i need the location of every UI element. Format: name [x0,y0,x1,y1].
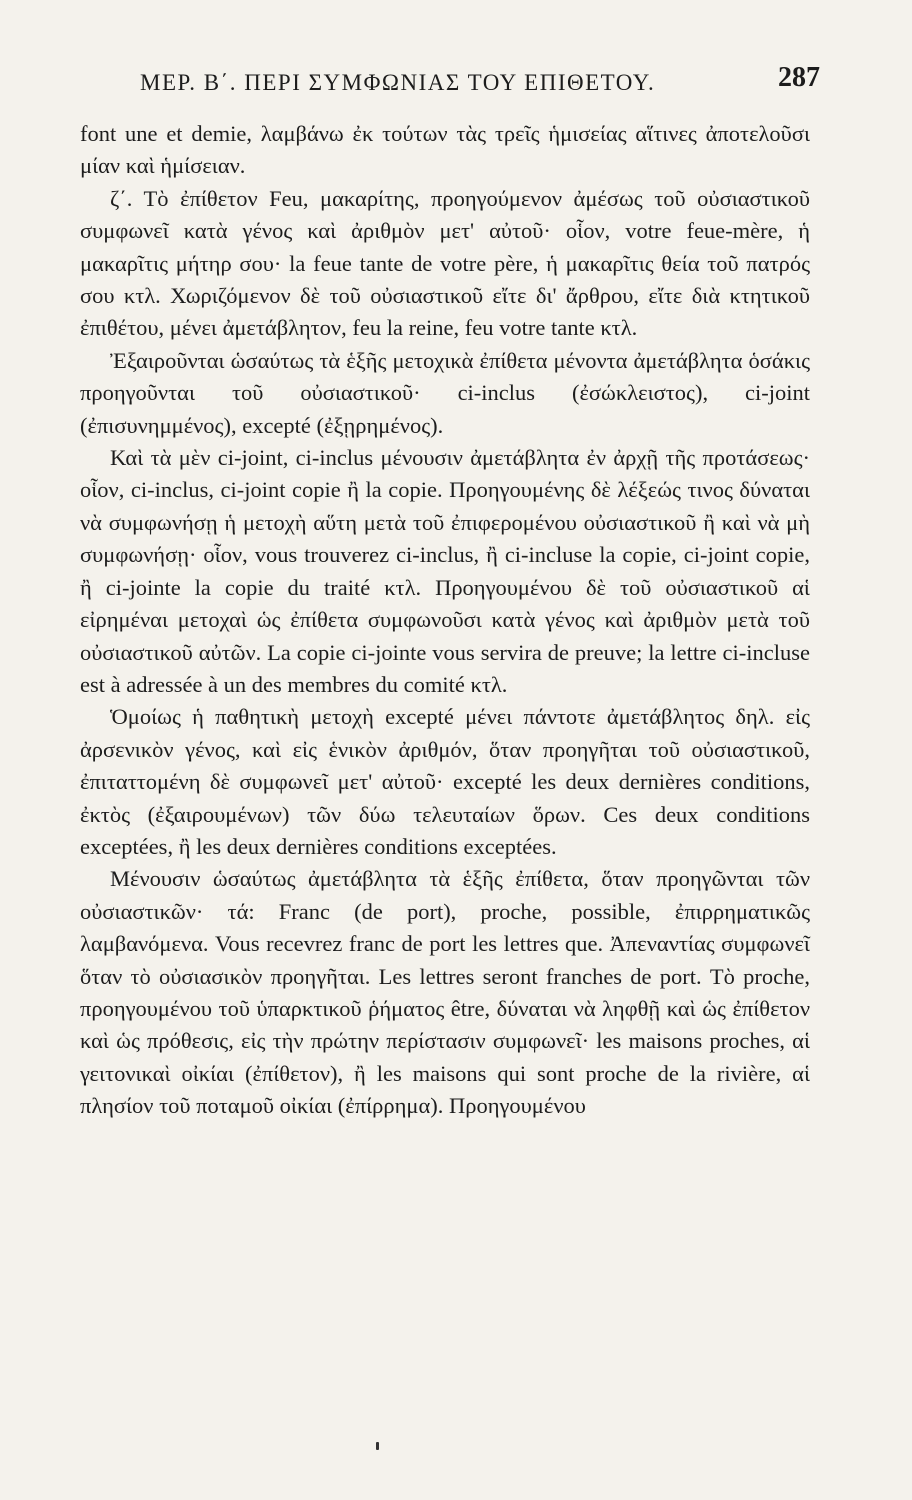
paragraph-excepte: Ὁμοίως ἡ παθητικὴ μετοχὴ excepté μένει πάντοτε ἀμετάβλητος δηλ. εἰς ἀρσενικὸν γένος, καὶ εἰς ἑνικὸν ἀριθμόν, ὅταν προηγῆται τοῦ οὐσιαστικοῦ, ἐπιταττομένη δὲ συμφωνεῖ μετ' αὐτοῦ· excepté les deux dernières conditions, ἐκτὸς (ἐξαιρουμένων) τῶν δύω τελευταίων ὅρων. Ces deux conditions exceptées, ἢ les deux dernières conditions exceptées. [80,704,810,859]
paragraph-continuation: font une et demie, λαμβάνω ἐκ τούτων τὰς τρεῖς ἡμισείας αἵτινες ἀποτελοῦσι μίαν καὶ ἡμίσειαν. [80,121,810,179]
page-number: 287 [778,62,820,93]
running-head [140,62,820,102]
print-mark [376,1442,379,1450]
running-title: ΜΕΡ. Β΄. ΠΕΡΙ ΣΥΜΦΩΝΙΑΣ ΤΟΥ ΕΠΙΘΕΤΟΥ. [140,70,656,95]
page-body [80,118,810,1123]
paragraph-invariable-adjectives: Μένουσιν ὡσαύτως ἀμετάβλητα τὰ ἑξῆς ἐπίθετα, ὅταν προηγῶνται τῶν οὐσιαστικῶν· τά: Franc (de port), proche, possible, ἐπιρρηματικῶς λαμβανόμενα. Vous recevrez franc de port les lettres que. Ἀπεναντίας συμφωνεῖ ὅταν τὸ οὐσιασικὸν προηγῆται. Les lettres seront franches de port. Τὸ proche, προηγουμένου τοῦ ὑπαρκτικοῦ ῥήματος être, δύναται νὰ ληφθῇ καὶ ὡς ἐπίθετον καὶ ὡς πρόθεσις, εἰς τὴν πρώτην περίστασιν συμφωνεῖ· les maisons proches, αἱ γειτονικαὶ οἰκίαι (ἐπίθετον), ἢ les maisons qui sont proche de la rivière, αἱ πλησίον τοῦ ποταμοῦ οἰκίαι (ἐπίρρημα). Προηγουμένου [80,866,810,1119]
paragraph-ci-joint: Καὶ τὰ μὲν ci-joint, ci-inclus μένουσιν ἀμετάβλητα ἐν ἀρχῇ τῆς προτάσεως· οἷον, ci-inclus, ci-joint copie ἢ la copie. Προηγουμένης δὲ λέξεώς τινος δύναται νὰ συμφωνήσῃ ἡ μετοχὴ αὕτη μετὰ τοῦ ἐπιφερομένου οὐσιαστικοῦ ἢ καὶ νὰ μὴ συμφωνήσῃ· οἷον, vous trouverez ci-inclus, ἢ ci-incluse la copie, ci-joint copie, ἢ ci-jointe la copie du traité κτλ. Προηγουμένου δὲ τοῦ οὐσιαστικοῦ αἱ εἰρημέναι μετοχαὶ ὡς ἐπίθετα συμφωνοῦσι κατὰ γένος καὶ ἀριθμὸν μετὰ τοῦ οὐσιαστικοῦ αὐτῶν. La copie ci-jointe vous servira de preuve; la lettre ci-incluse est à adressée à un des membres du comité κτλ. [80,445,810,697]
paragraph-exceptions: Ἐξαιροῦνται ὡσαύτως τὰ ἑξῆς μετοχικὰ ἐπίθετα μένοντα ἀμετάβλητα ὁσάκις προηγοῦνται τοῦ οὐσιαστικοῦ· ci-inclus (ἐσώκλειστος), ci-joint (ἐπισυνημμένος), excepté (ἐξῃρημένος). [80,347,810,438]
paragraph-section-zeta: ζ΄. Τὸ ἐπίθετον Feu, μακαρίτης, προηγούμενον ἀμέσως τοῦ οὐσιαστικοῦ συμφωνεῖ κατὰ γένος καὶ ἀριθμὸν μετ' αὐτοῦ· οἷον, votre feue-mère, ἡ μακαρῖτις μήτηρ σου· la feue tante de votre père, ἡ μακαρῖτις θεία τοῦ πατρός σου κτλ. Χωριζόμενον δὲ τοῦ οὐσιαστικοῦ εἴτε δι' ἄρθρου, εἴτε διὰ κτητικοῦ ἐπιθέτου, μένει ἀμετάβλητον, feu la reine, feu votre tante κτλ. [80,185,810,341]
